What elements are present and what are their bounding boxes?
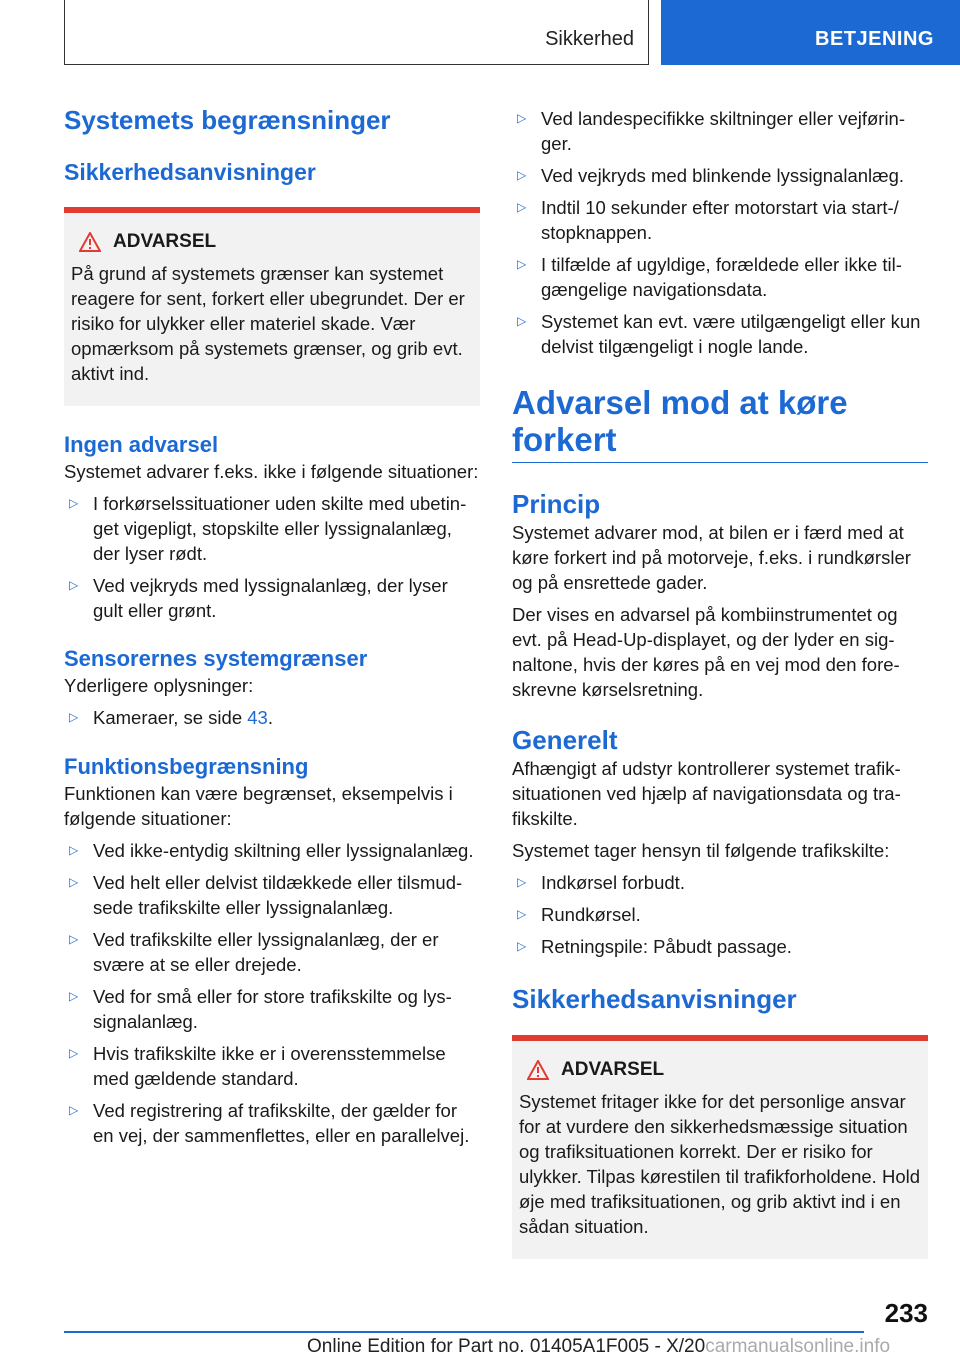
header-chapter-label: BETJENING (815, 28, 934, 50)
section-heading-safety: Sikkerhedsanvisninger (64, 159, 316, 185)
bullet-triangle-icon: ▷ (69, 1046, 79, 1060)
footer-watermark: carmanualsonline.info (705, 1336, 891, 1357)
heading-no-warning: Ingen advarsel (64, 432, 219, 457)
list-item: ▷ Systemet kan evt. være utilgængeligt eller kun delvist tilgængeligt i nogle lande. (517, 311, 921, 357)
warning-text: På grund af systemets grænser kan systemet reagere for sent, forkert eller ubegrundet. Der er risiko for ulykker eller materiel skade. Vær opmærksom på systemets grænser, og grib evt. aktivt ind. (71, 263, 465, 384)
right-column (512, 96, 928, 1259)
bullet-triangle-icon: ▷ (517, 939, 527, 953)
list-item: ▷ Kameraer, se side 43. (69, 707, 273, 728)
no-warning-list (64, 491, 480, 623)
bullet-triangle-icon: ▷ (69, 496, 79, 510)
warning-header (71, 231, 472, 253)
footer-edition-text: Online Edition for Part no. 01405A1F005 - X/20 (307, 1336, 706, 1357)
list-item: ▷ Ved vejkryds med blinkende lyssignalanlæg. (517, 165, 905, 186)
list-item: ▷ Indtil 10 sekunder efter motorstart via start-/ stopknappen. (517, 197, 899, 243)
list-item: ▷ Retningspile: Påbudt passage. (517, 936, 792, 957)
principle-paragraph-2: Der vises en advarsel på kombiinstrumentet og evt. på Head-Up-displayet, og der lyder en signaltone, hvis der køres på en vej mod den foreskrevne kørselsretning. (512, 604, 900, 700)
warning-box (512, 1035, 928, 1259)
bullet-triangle-icon: ▷ (517, 168, 527, 182)
bullet-triangle-icon: ▷ (517, 111, 527, 125)
list-item: ▷ Rundkørsel. (517, 904, 641, 925)
bullet-triangle-icon: ▷ (517, 875, 527, 889)
bullet-triangle-icon: ▷ (517, 200, 527, 214)
footer-edition (307, 1336, 890, 1358)
warning-label: ADVARSEL (561, 1059, 665, 1080)
bullet-triangle-icon: ▷ (69, 578, 79, 592)
heading-function-limits: Funktionsbegrænsning (64, 754, 309, 779)
sensor-limits-list (64, 705, 480, 730)
list-item: ▷ Indkørsel forbudt. (517, 872, 685, 893)
warning-label: ADVARSEL (113, 231, 217, 252)
function-limits-list-continued (512, 106, 928, 359)
warning-header (519, 1059, 920, 1081)
list-item: ▷ Ved helt eller delvist tildækkede eller tilsmudsede trafikskilte eller lyssignalanlæg. (69, 872, 463, 918)
page-number: 233 (884, 1298, 928, 1328)
function-limits-list (64, 838, 480, 1148)
header-section-box (64, 0, 649, 65)
bullet-triangle-icon: ▷ (69, 843, 79, 857)
bullet-triangle-icon: ▷ (69, 875, 79, 889)
warning-triangle-icon (527, 1060, 549, 1080)
chapter-title-line-1: Advarsel mod at køre (512, 384, 848, 421)
list-item: ▷ Ved trafikskilte eller lyssignalanlæg, der er svære at se eller drejede. (69, 929, 439, 975)
heading-sensor-limits: Sensorernes systemgrænser (64, 646, 368, 671)
bullet-triangle-icon: ▷ (69, 1103, 79, 1117)
chapter-title-line-2: forkert (512, 421, 617, 458)
bullet-triangle-icon: ▷ (517, 257, 527, 271)
page-link-43[interactable]: 43 (247, 707, 268, 728)
general-paragraph-2: Systemet tager hensyn til følgende trafikskilte: (512, 840, 890, 861)
principle-paragraph-1: Systemet advarer mod, at bilen er i færd med at køre forkert ind på motorveje, f.eks. i rundkørsler og på ensrettede gader. (512, 522, 911, 593)
list-item: ▷ Hvis trafikskilte ikke er i overensstemmelse med gældende standard. (69, 1043, 446, 1089)
chapter-title-block (512, 384, 928, 463)
left-column (64, 96, 480, 1148)
list-item: ▷ Ved registrering af trafikskilte, der gælder for en vej, der sammenflettes, eller en parallelvej. (69, 1100, 470, 1146)
warning-text: Systemet fritager ikke for det personlige ansvar for at vurdere den sikkerhedsmæssige situation og trafiksituationen korrekt. Der er risiko for ulykker. Tilpas kørestilen til trafikforholdene. Hold øje med trafiksituationen, og grib aktivt ind i en sådan situation. (519, 1091, 921, 1237)
list-item: ▷ Ved ikke-entydig skiltning eller lyssignalanlæg. (69, 840, 474, 861)
bullet-triangle-icon: ▷ (517, 907, 527, 921)
bullet-triangle-icon: ▷ (69, 710, 79, 724)
list-item: ▷ Ved for små eller for store trafikskilte og lyssignalanlæg. (69, 986, 452, 1032)
footer-divider (64, 1331, 864, 1333)
general-paragraph-1: Afhængigt af udstyr kontrollerer systemet trafiksituationen ved hjælp af navigationsdata og trafikskilte. (512, 758, 901, 829)
list-item: ▷ Ved landespecifikke skiltninger eller vejføringer. (517, 108, 906, 154)
list-item: ▷ I tilfælde af ugyldige, forældede eller ikke tilgængelige navigationsdata. (517, 254, 902, 300)
bullet-triangle-icon: ▷ (517, 314, 527, 328)
page-title: Systemets begrænsninger (64, 105, 391, 135)
function-limits-intro: Funktionen kan være begrænset, eksempelvis i følgende situationer: (64, 783, 453, 829)
traffic-signs-list (512, 870, 928, 959)
warning-box (64, 207, 480, 406)
heading-general: Generelt (512, 725, 618, 755)
list-item: ▷ Ved vejkryds med lyssignalanlæg, der lyser gult eller grønt. (69, 575, 448, 621)
sensor-limits-intro: Yderligere oplysninger: (64, 675, 254, 696)
list-item: ▷ I forkørselssituationer uden skilte med ubetinget vigepligt, stopskilte eller lyssignalanlæg, der lyser rødt. (69, 493, 467, 564)
no-warning-intro: Systemet advarer f.eks. ikke i følgende situationer: (64, 461, 479, 482)
warning-triangle-icon (79, 232, 101, 252)
header-chapter-tab[interactable] (661, 0, 960, 65)
bullet-triangle-icon: ▷ (69, 989, 79, 1003)
header-section-title: Sikkerhed (545, 28, 634, 50)
heading-principle: Princip (512, 489, 601, 519)
bullet-triangle-icon: ▷ (69, 932, 79, 946)
heading-safety-notes: Sikkerhedsanvisninger (512, 984, 797, 1014)
